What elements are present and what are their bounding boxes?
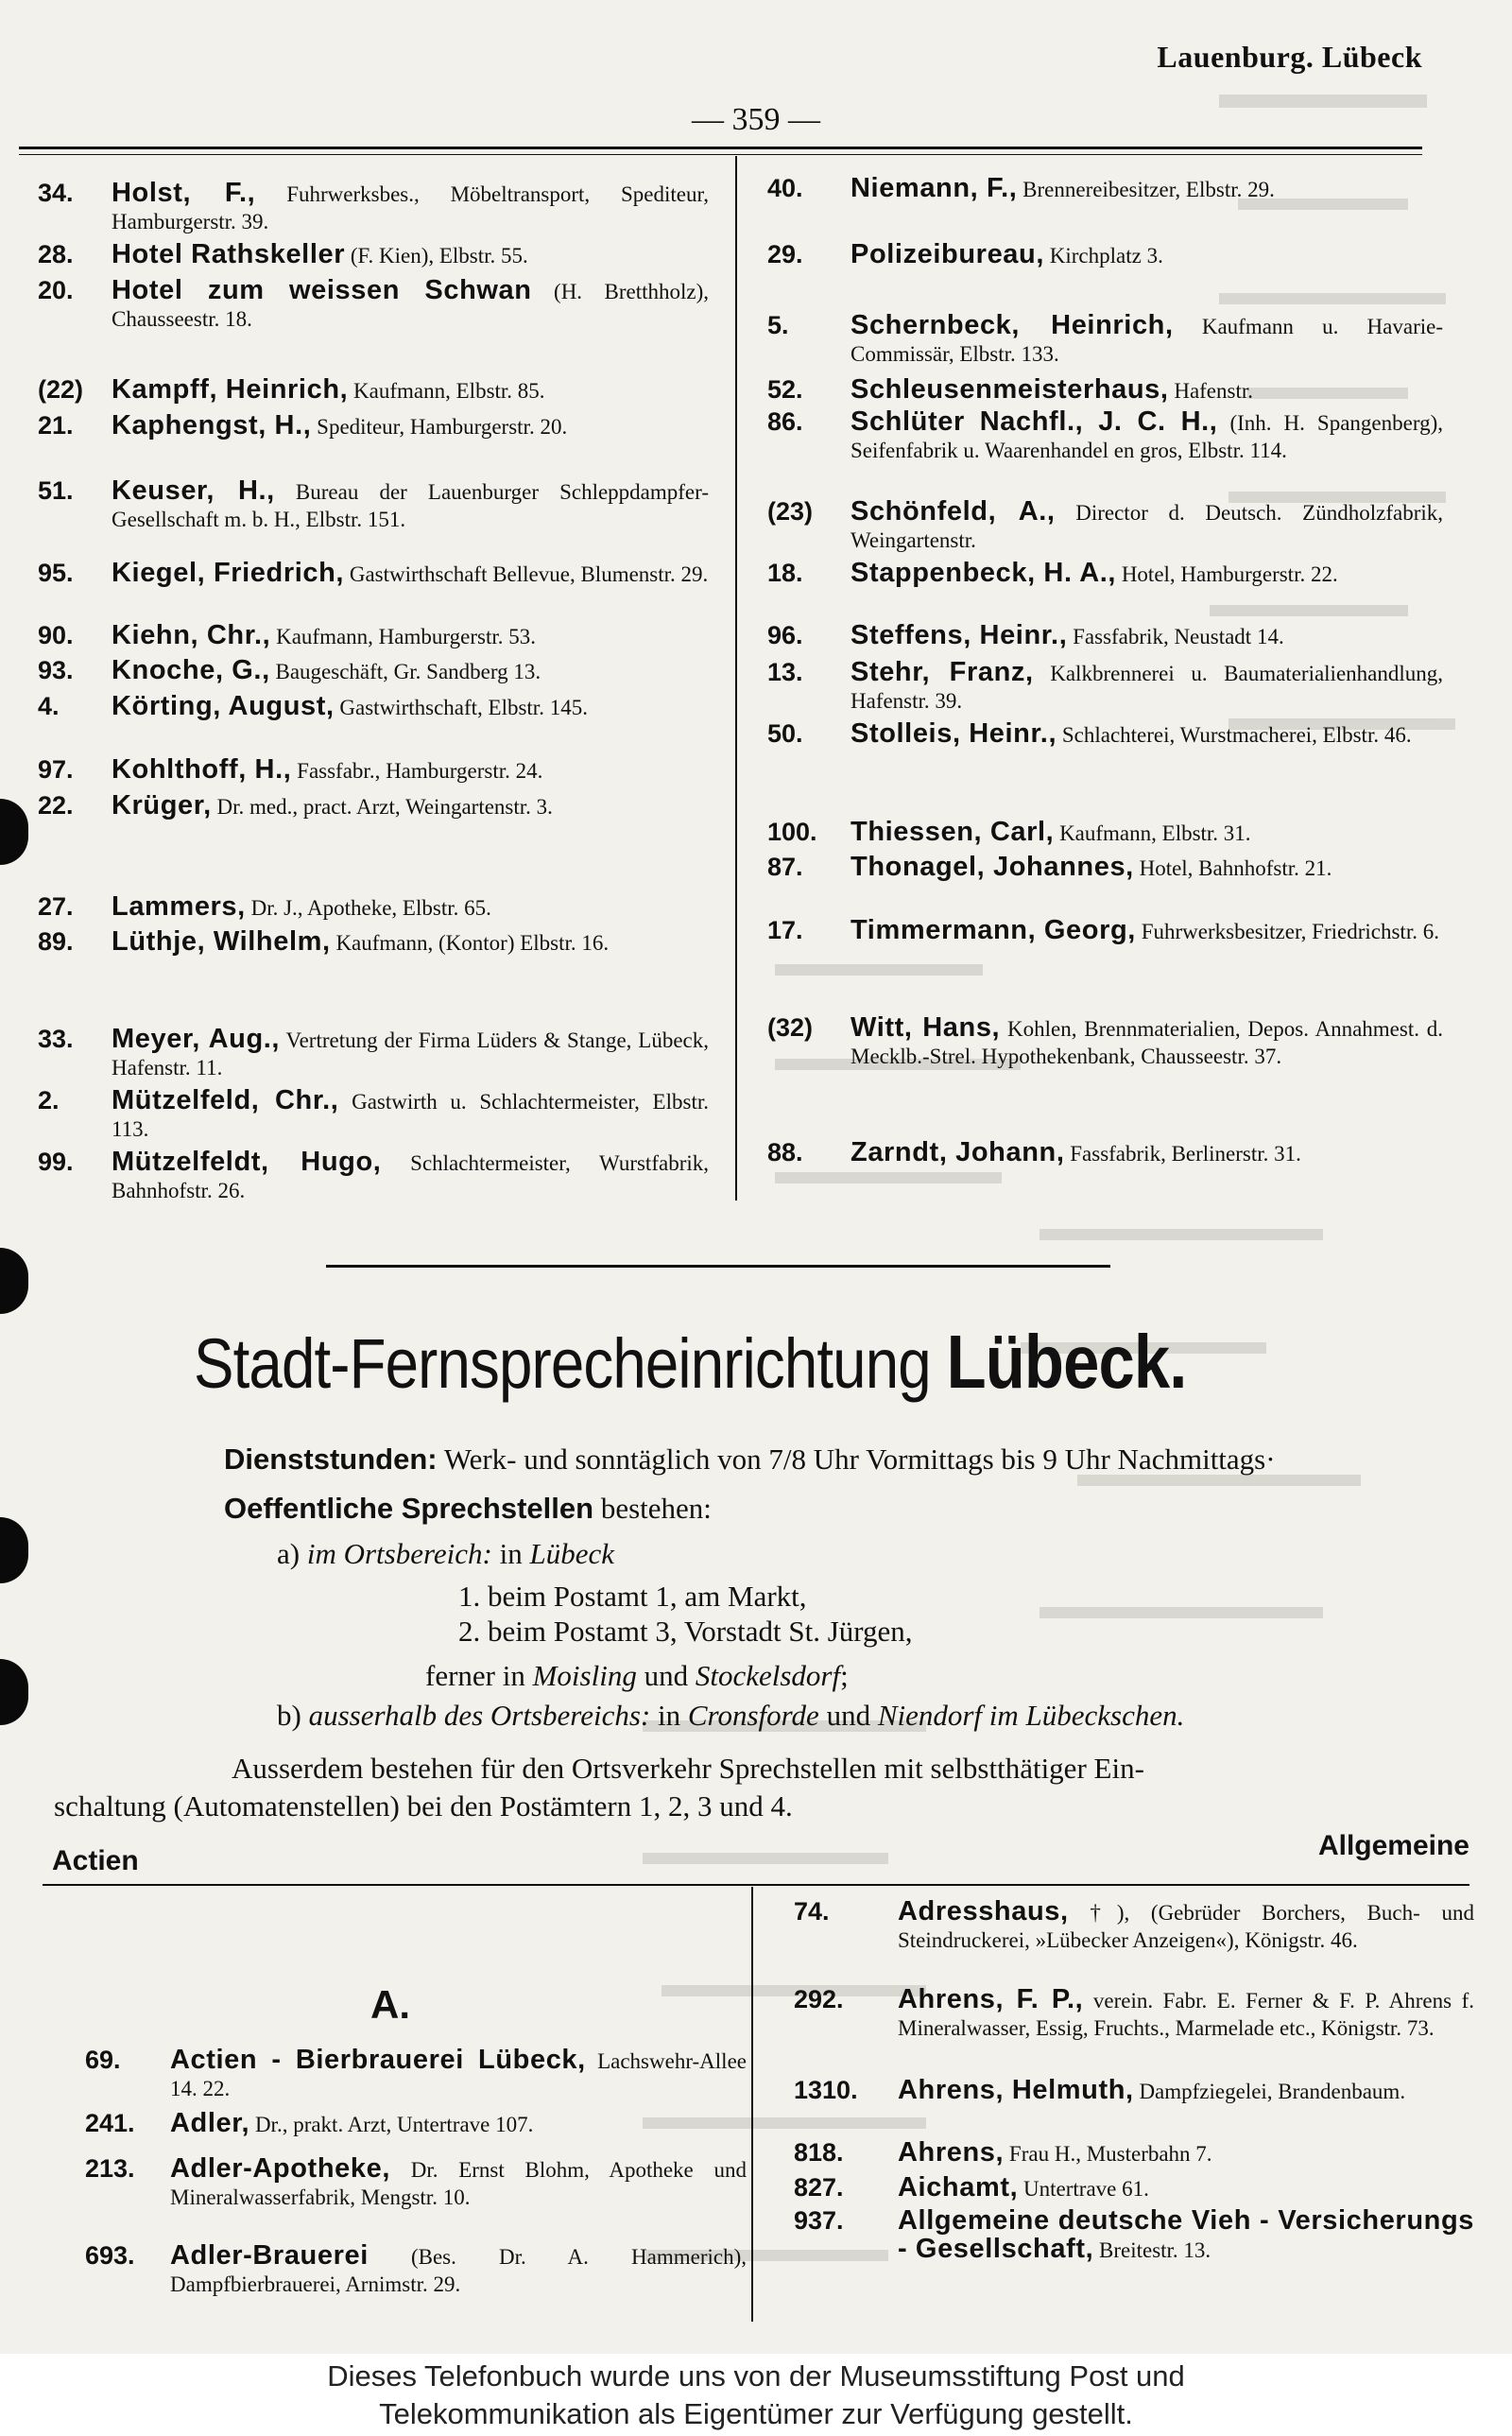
punch-hole: [0, 1659, 28, 1725]
ausserdem-line-2: schaltung (Automatenstellen) bei den Postämtern 1, 2, 3 und 4.: [54, 1789, 793, 1823]
entry-details: Vertretung der Firma Lüders & Stange, Lübeck, Hafenstr. 11.: [112, 1028, 709, 1080]
entry-number: 292.: [794, 1985, 844, 2013]
entry-number: 1310.: [794, 2076, 858, 2104]
column-divider: [735, 156, 737, 1201]
entry-details: Untertrave 61.: [1018, 2177, 1149, 2201]
b-line: [277, 1698, 1184, 1734]
b-und: und: [818, 1699, 878, 1732]
entry-text: [850, 1014, 1443, 1070]
entry-text: [112, 893, 709, 922]
section-title: [194, 1319, 1187, 1406]
entry-details: Dr. J., Apotheke, Elbstr. 65.: [245, 896, 491, 920]
entry-number: 99.: [38, 1148, 74, 1176]
entry-name: Holst, F.,: [112, 178, 256, 208]
entry-name: Lüthje, Wilhelm,: [112, 926, 331, 957]
section-title-bold: Lübeck.: [946, 1320, 1187, 1404]
entry-name: Timmermann, Georg,: [850, 915, 1136, 945]
entry-details: Fassfabrik, Berlinerstr. 31.: [1064, 1142, 1301, 1166]
entry-details: Fassfabr., Hamburgerstr. 24.: [291, 759, 543, 783]
section-title-normal: Stadt-Fernsprecheinrichtung: [194, 1324, 931, 1403]
entry-number: 74.: [794, 1897, 830, 1926]
entry-name: Lammers,: [112, 891, 246, 922]
a-place: Lübeck: [529, 1537, 615, 1570]
entry-name: Schlüter Nachfl., J. C. H.,: [850, 406, 1218, 437]
entry-name: Ahrens, Helmuth,: [898, 2075, 1134, 2105]
entry-number: 95.: [38, 559, 74, 587]
entry-details: Kohlen, Brennmaterialien, Depos. Annahmest. d. Mecklb.-Strel. Hypothekenbank, Chausseestr. 37.: [850, 1017, 1443, 1068]
ferner-und: und: [636, 1659, 696, 1692]
ferner-moisling: Moisling: [532, 1659, 637, 1692]
entry-details: Director d. Deutsch. Zündholzfabrik, Weingartenstr.: [850, 501, 1443, 552]
entry-name: Meyer, Aug.,: [112, 1024, 281, 1054]
entry-number: 241.: [85, 2109, 135, 2137]
entry-number: 827.: [794, 2173, 844, 2202]
entry-text: [850, 312, 1443, 368]
entry-text: [850, 1139, 1443, 1167]
entry-details: Hotel, Hamburgerstr. 22.: [1116, 562, 1338, 586]
entry-number: 50.: [767, 719, 803, 748]
entry-number: 96.: [767, 621, 803, 649]
entry-name: Kaphengst, H.,: [112, 410, 312, 441]
oeff-label: Oeffentliche Sprechstellen: [224, 1492, 594, 1525]
b-in: in: [650, 1699, 688, 1732]
entry-name: Hotel zum weissen Schwan: [112, 275, 532, 305]
entry-number: 93.: [38, 656, 74, 684]
entry-text: [112, 560, 709, 588]
entry-text: [898, 2207, 1474, 2264]
entry-details: Kaufmann, Hamburgerstr. 53.: [270, 625, 536, 648]
lower-rule: [43, 1884, 1469, 1886]
top-rule-thin: [19, 154, 1422, 155]
ferner-prefix: ferner in: [425, 1659, 533, 1692]
entry-number: 100.: [767, 818, 817, 846]
entry-details: (H. Bretthholz), Chausseestr. 18.: [112, 280, 710, 331]
entry-name: Schleusenmeisterhaus,: [850, 374, 1169, 405]
entry-text: [170, 2110, 747, 2138]
entry-number: 213.: [85, 2154, 135, 2183]
entry-details: Kirchplatz 3.: [1044, 244, 1163, 268]
entry-text: [850, 819, 1443, 847]
ferner-line: [425, 1658, 849, 1694]
entry-number: 90.: [38, 621, 74, 649]
entry-number: 21.: [38, 411, 74, 440]
entry-name: Actien - Bierbrauerei Lübeck,: [170, 2045, 586, 2075]
entry-name: Stolleis, Heinr.,: [850, 718, 1057, 749]
entry-name: Witt, Hans,: [850, 1012, 1001, 1043]
entry-text: [112, 792, 709, 821]
entry-details: Gastwirth u. Schlachtermeister, Elbstr. 113.: [112, 1090, 709, 1141]
entry-text: [850, 659, 1443, 715]
entry-name: Thonagel, Johannes,: [850, 852, 1134, 882]
entry-number: 28.: [38, 240, 74, 268]
entry-details: Spediteur, Hamburgerstr. 20.: [311, 415, 568, 439]
entry-details: Gastwirthschaft, Elbstr. 145.: [334, 696, 588, 719]
a-ortsbereich: im Ortsbereich:: [306, 1537, 492, 1570]
entry-name: Hotel Rathskeller: [112, 239, 346, 269]
section-rule: [326, 1265, 1110, 1268]
entry-text: [112, 241, 709, 269]
ferner-end: ;: [840, 1659, 849, 1692]
footer-line-2: Telekommunikation als Eigentümer zur Verfügung gestellt.: [379, 2397, 1133, 2430]
entry-details: Kaufmann, Elbstr. 85.: [348, 379, 545, 403]
entry-number: 2.: [38, 1086, 60, 1114]
entry-number: 937.: [794, 2206, 844, 2235]
b-ausserhalb: ausserhalb des Ortsbereichs:: [308, 1699, 651, 1732]
entry-details: (Inh. H. Spangenberg), Seifenfabrik u. Waarenhandel en gros, Elbstr. 114.: [850, 411, 1443, 462]
entry-text: [112, 376, 709, 405]
entry-details: Kaufmann, (Kontor) Elbstr. 16.: [330, 931, 610, 955]
entry-name: Aichamt,: [898, 2172, 1019, 2203]
entry-number: 17.: [767, 916, 803, 944]
top-rule: [19, 147, 1422, 149]
entry-name: Thiessen, Carl,: [850, 817, 1055, 847]
footer-note: [0, 2354, 1512, 2436]
entry-number: 86.: [767, 407, 803, 436]
punch-hole: [0, 1517, 28, 1583]
entry-number: 27.: [38, 892, 74, 921]
dienst-text: Werk- und sonntäglich von 7/8 Uhr Vormittags bis 9 Uhr Nachmittags·: [437, 1443, 1276, 1476]
entry-name: Adler-Apotheke,: [170, 2153, 390, 2184]
entry-text: [850, 175, 1443, 203]
oeff-text: bestehen:: [593, 1492, 712, 1525]
ferner-stockelsdorf: Stockelsdorf: [695, 1659, 841, 1692]
entry-name: Polizeibureau,: [850, 239, 1044, 269]
entry-text: [112, 180, 709, 235]
entry-text: [112, 693, 709, 721]
entry-name: Ahrens, F. P.,: [898, 1984, 1084, 2014]
oeff-line: [224, 1491, 712, 1527]
entry-text: [850, 241, 1443, 269]
running-label-right: Allgemeine: [1317, 1830, 1469, 1861]
entry-details: Fuhrwerksbes., Möbeltransport, Spediteur, Hamburgerstr. 39.: [112, 182, 709, 233]
entry-number: (32): [767, 1013, 814, 1042]
punch-hole: [0, 1248, 28, 1314]
entry-details: Kaufmann, Elbstr. 31.: [1054, 821, 1251, 845]
entry-text: [170, 2155, 747, 2211]
entry-number: 18.: [767, 559, 803, 587]
entry-details: Dr., prakt. Arzt, Untertrave 107.: [249, 2113, 534, 2136]
item-1: 1. beim Postamt 1, am Markt,: [458, 1580, 807, 1613]
entry-text: [898, 1986, 1474, 2042]
entry-number: 22.: [38, 791, 74, 820]
entry-details: Schlachterei, Wurstmacherei, Elbstr. 46.: [1057, 723, 1412, 747]
a-prefix: a): [277, 1537, 307, 1570]
entry-details: Lachswehr-Allee 14. 22.: [170, 2049, 747, 2100]
entry-details: Hotel, Bahnhofstr. 21.: [1133, 856, 1332, 880]
entry-name: Mützelfeldt, Hugo,: [112, 1147, 382, 1177]
entry-name: Adler-Brauerei: [170, 2240, 369, 2271]
entry-text: [898, 2077, 1474, 2105]
lower-column-divider: [751, 1887, 753, 2322]
entry-name: Niemann, F.,: [850, 173, 1018, 203]
entry-text: [112, 412, 709, 441]
entry-details: †), (Gebrüder Borchers, Buch- und Steindruckerei, »Lübecker Anzeigen«), Königstr. 46.: [898, 1901, 1474, 1952]
entry-name: Keuser, H.,: [112, 475, 275, 506]
entry-name: Kohlthoff, H.,: [112, 754, 292, 785]
entry-details: (F. Kien), Elbstr. 55.: [345, 244, 528, 268]
entry-details: Baugeschäft, Gr. Sandberg 13.: [269, 660, 541, 683]
footer-line-1: Dieses Telefonbuch wurde uns von der Museumsstiftung Post und: [327, 2359, 1185, 2393]
running-label-left: Actien: [52, 1845, 139, 1876]
entry-name: Schernbeck, Heinrich,: [850, 310, 1174, 340]
running-head: Lauenburg. Lübeck: [1157, 40, 1422, 74]
dienst-label: Dienststunden:: [224, 1443, 438, 1476]
entry-details: Dampfziegelei, Brandenbaum.: [1133, 2080, 1406, 2103]
entry-details: Schlachtermeister, Wurstfabrik, Bahnhofstr. 26.: [112, 1151, 709, 1202]
a-line: [277, 1536, 614, 1572]
item-2: 2. beim Postamt 3, Vorstadt St. Jürgen,: [458, 1615, 913, 1648]
entry-name: Stehr, Franz,: [850, 657, 1034, 687]
entry-text: [112, 1026, 709, 1081]
entry-name: Stappenbeck, H. A.,: [850, 558, 1117, 588]
entry-name: Knoche, G.,: [112, 655, 270, 685]
entry-text: [850, 854, 1443, 882]
entry-text: [112, 756, 709, 785]
page-number: — 359 —: [692, 102, 820, 137]
entry-text: [898, 2174, 1474, 2203]
entry-details: Dr. Ernst Blohm, Apotheke und Mineralwasserfabrik, Mengstr. 10.: [170, 2158, 747, 2209]
entry-details: Brennereibesitzer, Elbstr. 29.: [1017, 178, 1275, 201]
entry-number: 69.: [85, 2046, 121, 2074]
entry-number: 88.: [767, 1138, 803, 1166]
entry-name: Kampff, Heinrich,: [112, 374, 349, 405]
entry-name: Kiegel, Friedrich,: [112, 558, 345, 588]
entry-details: Kaufmann u. Havarie-Commissär, Elbstr. 133.: [850, 315, 1443, 366]
entry-details: Frau H., Musterbahn 7.: [1004, 2142, 1212, 2166]
entry-text: [112, 622, 709, 650]
b-cronsforde: Cronsforde: [687, 1699, 819, 1732]
entry-text: [898, 2139, 1474, 2168]
entry-text: [112, 477, 709, 533]
entry-name: Schönfeld, A.,: [850, 496, 1056, 527]
entry-text: [850, 622, 1443, 650]
entry-number: 13.: [767, 658, 803, 686]
entry-details: (Bes. Dr. A. Hammerich), Dampfbierbrauerei, Arnimstr. 29.: [170, 2245, 747, 2296]
entry-details: verein. Fabr. E. Ferner & F. P. Ahrens f. Mineralwasser, Essig, Fruchts., Marmelade etc., Königstr. 73.: [898, 1989, 1474, 2040]
entry-text: [112, 277, 709, 333]
entry-number: 29.: [767, 240, 803, 268]
entry-name: Allgemeine deutsche Vieh - Versicherungs - Gesellschaft,: [898, 2205, 1474, 2264]
entry-number: 87.: [767, 853, 803, 881]
entry-number: 89.: [38, 927, 74, 956]
b-prefix: b): [277, 1699, 309, 1732]
entry-details: Bureau der Lauenburger Schleppdampfer-Gesellschaft m. b. H., Elbstr. 151.: [112, 480, 709, 531]
entry-number: 818.: [794, 2138, 844, 2167]
entry-text: [850, 560, 1443, 588]
entry-details: Breitestr. 13.: [1093, 2238, 1211, 2262]
entry-number: 33.: [38, 1025, 74, 1053]
entry-text: [170, 2242, 747, 2298]
entry-number: 40.: [767, 174, 803, 202]
entry-name: Mützelfeld, Chr.,: [112, 1085, 339, 1115]
section-letter: A.: [370, 1982, 410, 2027]
entry-name: Ahrens,: [898, 2137, 1005, 2168]
entry-number: 51.: [38, 476, 74, 505]
entry-name: Adler,: [170, 2108, 250, 2138]
punch-hole: [0, 799, 28, 865]
entry-details: Gastwirthschaft Bellevue, Blumenstr. 29.: [344, 562, 709, 586]
entry-number: 4.: [38, 692, 60, 720]
entry-details: Kalkbrennerei u. Baumaterialienhandlung, Hafenstr. 39.: [850, 662, 1444, 713]
entry-details: Fassfabrik, Neustadt 14.: [1067, 625, 1284, 648]
entry-text: [850, 720, 1443, 749]
entry-name: Kiehn, Chr.,: [112, 620, 271, 650]
entry-details: Fuhrwerksbesitzer, Friedrichstr. 6.: [1135, 920, 1439, 943]
entry-text: [112, 657, 709, 685]
entry-number: 5.: [767, 311, 789, 339]
entry-text: [850, 498, 1443, 554]
dienst-line: [224, 1442, 1276, 1477]
entry-text: [898, 1898, 1474, 1954]
entry-details: Dr. med., pract. Arzt, Weingartenstr. 3.: [211, 795, 553, 819]
entry-number: (23): [767, 497, 814, 526]
entry-name: Körting, August,: [112, 691, 335, 721]
entry-text: [850, 917, 1443, 945]
entry-details: Hafenstr.: [1168, 379, 1253, 403]
entry-text: [112, 1149, 709, 1204]
entry-text: [850, 408, 1443, 464]
entry-text: [850, 376, 1443, 405]
entry-number: 20.: [38, 276, 74, 304]
entry-number: (22): [38, 375, 84, 404]
entry-text: [112, 928, 709, 957]
a-in: in: [491, 1537, 530, 1570]
entry-name: Steffens, Heinr.,: [850, 620, 1068, 650]
entry-text: [112, 1087, 709, 1143]
entry-text: [170, 2047, 747, 2102]
entry-name: Adresshaus,: [898, 1896, 1069, 1926]
b-niendorf: Niendorf im Lübeckschen.: [877, 1699, 1185, 1732]
entry-number: 97.: [38, 755, 74, 784]
entry-number: 693.: [85, 2241, 135, 2270]
ausserdem-line-1: Ausserdem bestehen für den Ortsverkehr Sprechstellen mit selbstthätiger Ein-: [232, 1752, 1144, 1785]
entry-name: Zarndt, Johann,: [850, 1137, 1065, 1167]
entry-number: 34.: [38, 179, 74, 207]
entry-number: 52.: [767, 375, 803, 404]
entry-name: Krüger,: [112, 790, 212, 821]
